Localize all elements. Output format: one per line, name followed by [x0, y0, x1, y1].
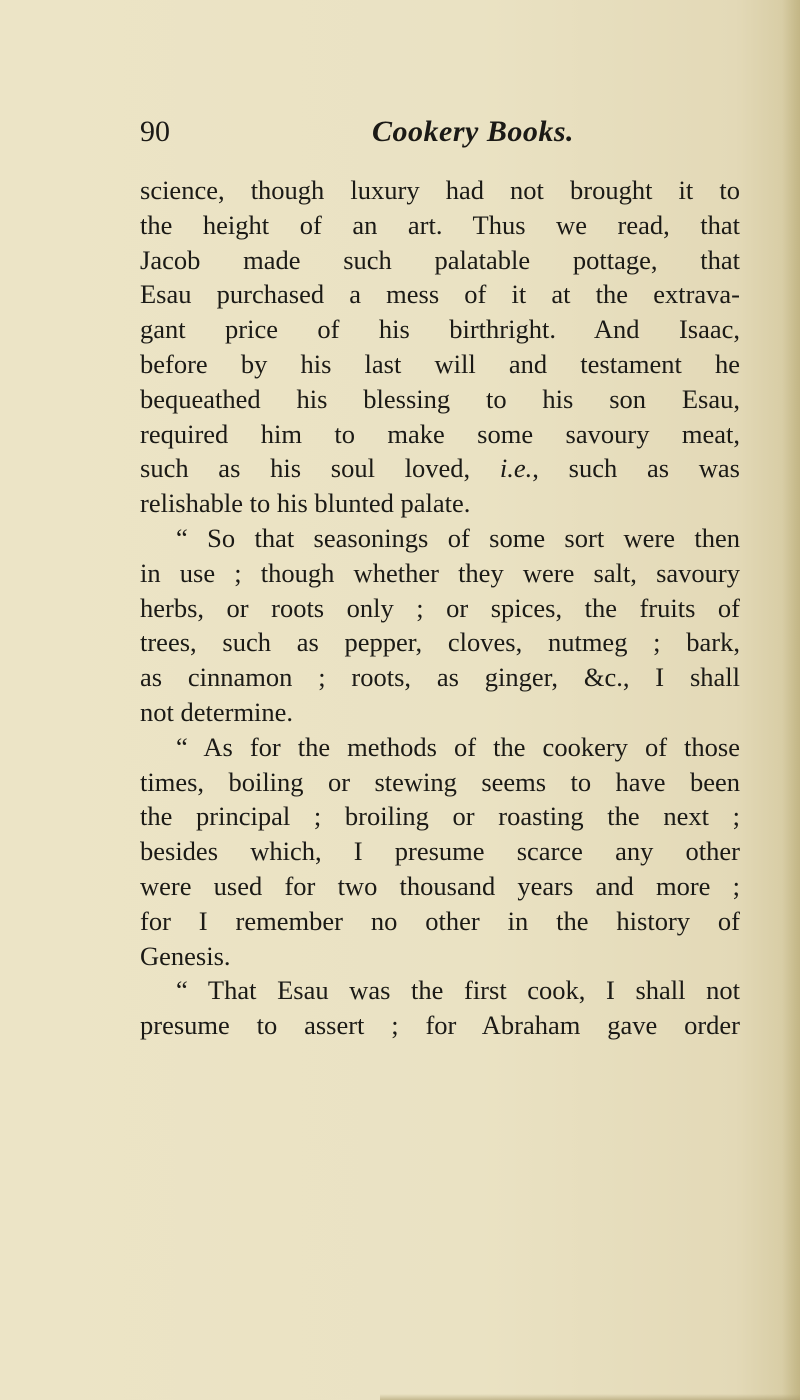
text-line: relishable to his blunted palate.	[140, 488, 471, 519]
running-head	[140, 112, 740, 152]
page-bottom-edge-shading	[380, 1394, 800, 1400]
text-line: such as his soul loved, i.e., such as was	[140, 453, 740, 484]
text-line: Esau purchased a mess of it at the extrava-	[140, 279, 740, 310]
text-line: presume to assert ; for Abraham gave order	[140, 1010, 740, 1041]
body-text	[140, 173, 740, 1043]
text-line: for I remember no other in the history of	[140, 905, 740, 936]
running-head-title: Cookery Books.	[372, 115, 574, 148]
text-line: as cinnamon ; roots, as ginger, &c., I shall	[140, 662, 740, 693]
text-line: required him to make some savoury meat,	[140, 418, 740, 449]
text-line: Genesis.	[140, 940, 231, 971]
page-edge-shading	[782, 0, 800, 1400]
page-number: 90	[140, 115, 170, 148]
text-line: “ So that seasonings of some sort were then	[176, 522, 740, 553]
text-line: before by his last will and testament he	[140, 348, 740, 379]
text-line: in use ; though whether they were salt, savoury	[140, 557, 740, 588]
text-line: not determine.	[140, 696, 294, 727]
text-line: the height of an art. Thus we read, that	[140, 209, 740, 240]
text-line: gant price of his birthright. And Isaac,	[140, 314, 740, 345]
text-line: times, boiling or stewing seems to have been	[140, 766, 740, 797]
text-line: besides which, I presume scarce any other	[140, 836, 740, 867]
text-line: the principal ; broiling or roasting the next ;	[140, 801, 740, 832]
text-line: were used for two thousand years and more ;	[140, 870, 740, 901]
text-line: science, though luxury had not brought it to	[140, 175, 740, 205]
text-line: bequeathed his blessing to his son Esau,	[140, 383, 740, 414]
text-line: herbs, or roots only ; or spices, the fruits of	[140, 592, 740, 623]
text-line: Jacob made such palatable pottage, that	[140, 244, 740, 275]
text-line: trees, such as pepper, cloves, nutmeg ; bark,	[140, 627, 740, 658]
text-line: “ As for the methods of the cookery of those	[176, 731, 740, 762]
text-line: “ That Esau was the first cook, I shall not	[176, 975, 740, 1006]
